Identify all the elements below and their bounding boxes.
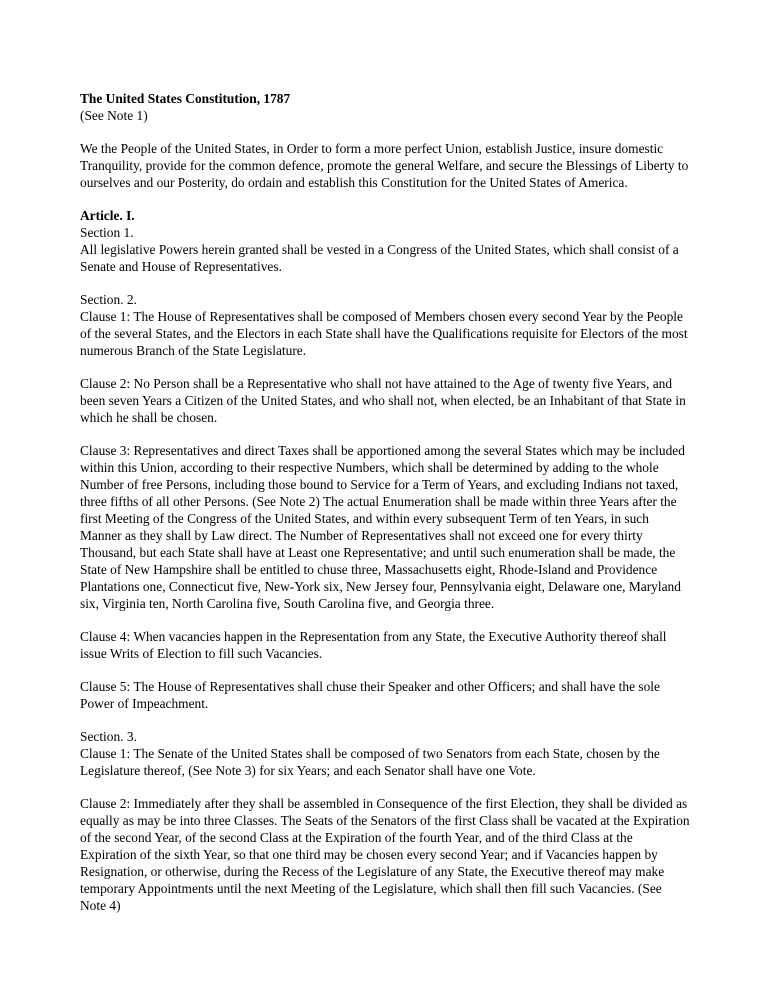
section-2-clause-3: Clause 3: Representatives and direct Taxes shall be apportioned among the several States which may be included within this Union, according to their respective Numbers, which shall be determined by adding to the whole Number of free Persons, including those bound to Service for a Term of Years, and excluding Indians not taxed, three fifths of all other Persons. (See Note 2) The actual Enumeration shall be made within three Years after the first Meeting of the Congress of the United States, and within every subsequent Term of ten Years, in such Manner as they shall by Law direct. The Number of Representatives shall not exceed one for every thirty Thousand, but each State shall have at Least one Representative; and until such enumeration shall be made, the State of New Hampshire shall be entitled to chuse three, Massachusetts eight, Rhode-Island and Providence Plantations one, Connecticut five, New-York six, New Jersey four, Pennsylvania eight, Delaware one, Maryland six, Virginia ten, North Carolina five, South Carolina five, and Georgia three. <box>80 443 685 611</box>
section-3-clause-1 <box>80 728 690 779</box>
preamble: We the People of the United States, in Order to form a more perfect Union, establish Justice, insure domestic Tranquility, provide for the common defence, promote the general Welfare, and secure the Blessings of Liberty to ourselves and our Posterity, do ordain and establish this Constitution for the United States of America. <box>80 141 689 190</box>
section-heading: Section. 3. <box>80 729 137 744</box>
title-block <box>80 90 690 124</box>
section-heading: Section 1. <box>80 225 134 240</box>
section-2-clause-5: Clause 5: The House of Representatives shall chuse their Speaker and other Officers; and shall have the sole Power of Impeachment. <box>80 679 660 711</box>
section-text: All legislative Powers herein granted shall be vested in a Congress of the United States, which shall consist of a Senate and House of Representatives. <box>80 242 679 274</box>
document-title: The United States Constitution, 1787 <box>80 91 291 106</box>
section-heading: Section. 2. <box>80 292 137 307</box>
clause-text: Clause 1: The House of Representatives shall be composed of Members chosen every second Year by the People of the several States, and the Electors in each State shall have the Qualifications requisite for Electors of the most numerous Branch of the State Legislature. <box>80 309 688 358</box>
article-heading: Article. I. <box>80 208 135 223</box>
section-2-clause-1 <box>80 291 690 359</box>
section-3-clause-2: Clause 2: Immediately after they shall be assembled in Consequence of the first Election, they shall be divided as equally as may be into three Classes. The Seats of the Senators of the first Class shall be vacated at the Expiration of the second Year, of the second Class at the Expiration of the fourth Year, and of the third Class at the Expiration of the sixth Year, so that one third may be chosen every second Year; and if Vacancies happen by Resignation, or otherwise, during the Recess of the Legislature of any State, the Executive thereof may make temporary Appointments until the next Meeting of the Legislature, which shall then fill such Vacancies. (See Note 4) <box>80 796 690 913</box>
title-note: (See Note 1) <box>80 108 148 123</box>
section-2-clause-2: Clause 2: No Person shall be a Representative who shall not have attained to the Age of twenty five Years, and been seven Years a Citizen of the United States, and who shall not, when elected, be an Inhabitant of that State in which he shall be chosen. <box>80 376 686 425</box>
article-1-section-1 <box>80 207 690 275</box>
section-2-clause-4: Clause 4: When vacancies happen in the Representation from any State, the Executive Authority thereof shall issue Writs of Election to fill such Vacancies. <box>80 629 667 661</box>
document-page <box>80 90 690 930</box>
clause-text: Clause 1: The Senate of the United States shall be composed of two Senators from each State, chosen by the Legislature thereof, (See Note 3) for six Years; and each Senator shall have one Vote. <box>80 746 660 778</box>
